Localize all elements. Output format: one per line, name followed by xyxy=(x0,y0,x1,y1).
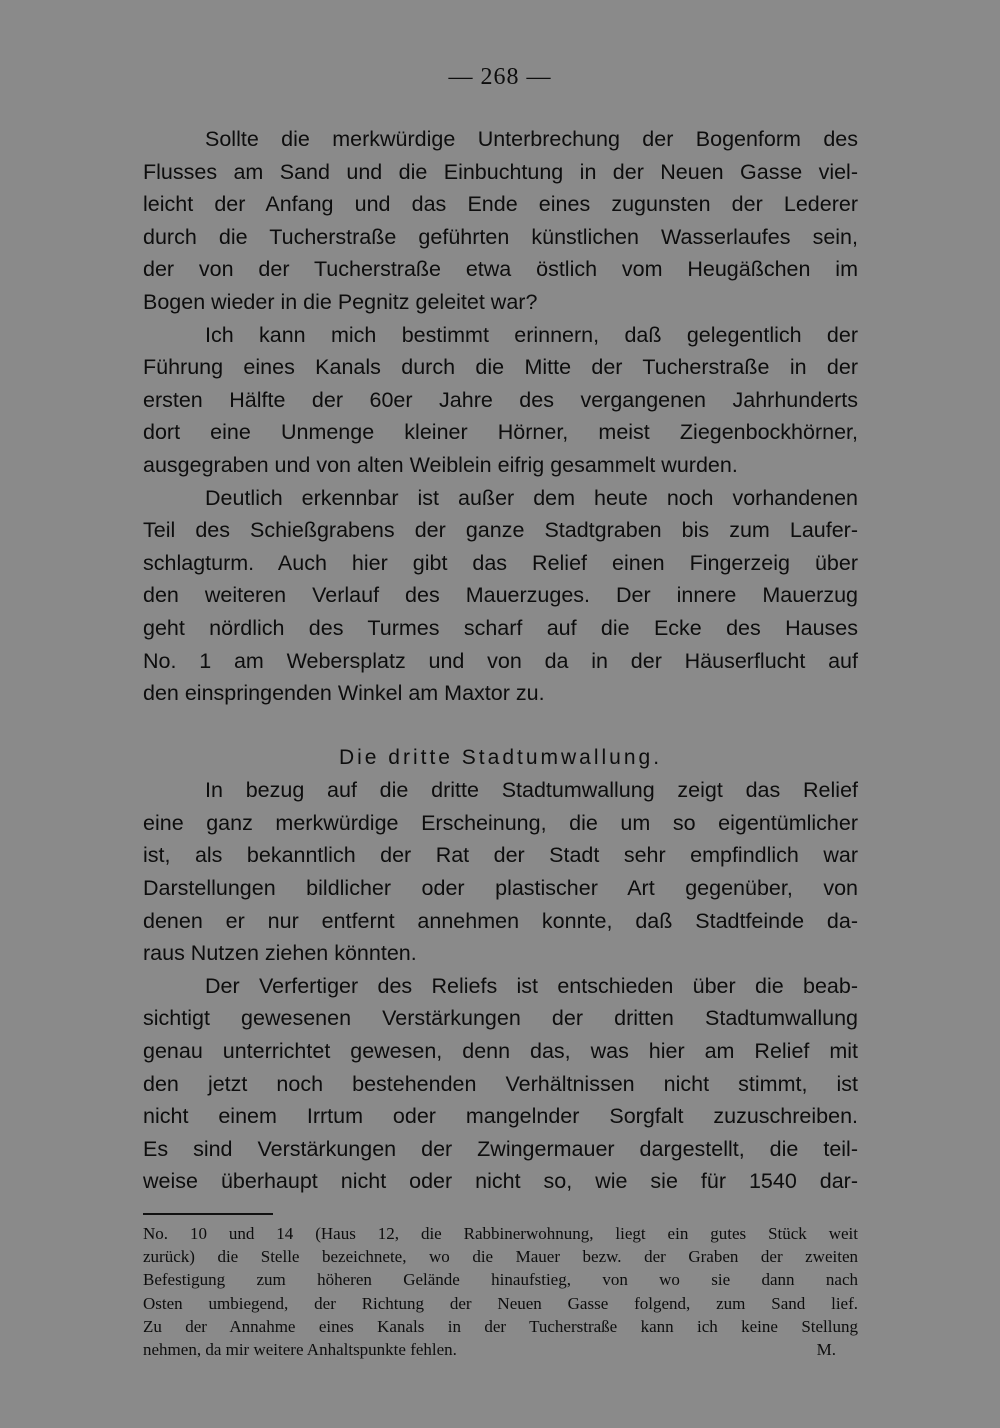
text-line: nicht einem Irrtum oder mangelnder Sorgfalt zuzuschreiben. xyxy=(143,1104,858,1129)
text-line: weise überhaupt nicht oder nicht so, wie sie für 1540 dar- xyxy=(143,1169,858,1194)
text-line: ausgegraben und von alten Weiblein eifrig gesammelt wurden. xyxy=(143,452,738,477)
section-heading: Die dritte Stadtumwallung. xyxy=(338,745,663,769)
text-line: No. 1 am Webersplatz und von da in der Häuserflucht auf xyxy=(143,648,858,673)
text-line: ersten Hälfte der 60er Jahre des vergangenen Jahrhunderts xyxy=(143,387,858,412)
paragraph xyxy=(143,774,858,970)
text-line: eine ganz merkwürdige Erscheinung, die um so eigentümlicher xyxy=(143,810,858,835)
text-line: denen er nur entfernt annehmen konnte, daß Stadtfeinde da- xyxy=(143,908,858,933)
text-line: leicht der Anfang und das Ende eines zugunsten der Lederer xyxy=(143,192,858,217)
text-line: Es sind Verstärkungen der Zwingermauer dargestellt, die teil- xyxy=(143,1136,858,1161)
footnote-line: Osten umbiegend, der Richtung der Neuen Gasse folgend, zum Sand lief. xyxy=(143,1293,858,1313)
text-line: sichtigt gewesenen Verstärkungen der dritten Stadtumwallung xyxy=(143,1006,858,1031)
text-line: der von der Tucherstraße etwa östlich vom Heugäßchen im xyxy=(143,257,858,282)
text-line: Teil des Schießgrabens der ganze Stadtgraben bis zum Laufer- xyxy=(143,518,858,543)
text-line: ist, als bekanntlich der Rat der Stadt sehr empfindlich war xyxy=(143,843,858,868)
text-line: durch die Tucherstraße geführten künstlichen Wasserlaufes sein, xyxy=(143,224,858,249)
page-number: — 268 — xyxy=(448,64,552,90)
paragraph xyxy=(143,319,858,482)
footnote-line: zurück) die Stelle bezeichnete, wo die Mauer bezw. der Graben der zweiten xyxy=(143,1247,858,1267)
paragraph xyxy=(143,970,858,1198)
text-line: Deutlich erkennbar ist außer dem heute noch vorhandenen xyxy=(205,485,858,510)
text-line: Bogen wieder in die Pegnitz geleitet war? xyxy=(143,289,538,314)
footnote-line: Zu der Annahme eines Kanals in der Tucherstraße kann ich keine Stellung xyxy=(143,1316,858,1336)
text-line: den weiteren Verlauf des Mauerzuges. Der innere Mauerzug xyxy=(143,583,858,608)
text-line: Der Verfertiger des Reliefs ist entschieden über die beab- xyxy=(205,973,858,998)
footnote xyxy=(143,1222,858,1361)
text-line: schlagturm. Auch hier gibt das Relief einen Fingerzeig über xyxy=(143,550,858,575)
text-line: In bezug auf die dritte Stadtumwallung zeigt das Relief xyxy=(205,778,858,803)
paragraph xyxy=(143,123,858,319)
footnote-line-text: nehmen, da mir weitere Anhaltspunkte fehlen. xyxy=(143,1339,457,1359)
footnote-line: No. 10 und 14 (Haus 12, die Rabbinerwohnung, liegt ein gutes Stück weit xyxy=(143,1224,858,1243)
text-line: den jetzt noch bestehenden Verhältnissen nicht stimmt, ist xyxy=(143,1071,858,1096)
main-text xyxy=(143,123,858,1198)
footnote-signature: M. xyxy=(816,1339,836,1359)
text-line: Ich kann mich bestimmt erinnern, daß gelegentlich der xyxy=(205,322,858,347)
text-line: Sollte die merkwürdige Unterbrechung der Bogenform des xyxy=(205,127,858,151)
text-line: genau unterrichtet gewesen, denn das, was hier am Relief mit xyxy=(143,1039,858,1064)
text-line: geht nördlich des Turmes scharf auf die Ecke des Hauses xyxy=(143,615,858,640)
text-line: Flusses am Sand und die Einbuchtung in der Neuen Gasse viel- xyxy=(143,159,858,184)
footnote-last-line xyxy=(143,1338,858,1361)
footnote-divider xyxy=(143,1213,273,1215)
paragraph xyxy=(143,482,858,710)
text-line: dort eine Unmenge kleiner Hörner, meist Ziegenbockhörner, xyxy=(143,420,858,445)
text-line: raus Nutzen ziehen könnten. xyxy=(143,941,417,966)
text-line: Darstellungen bildlicher oder plastischer Art gegenüber, von xyxy=(143,876,858,901)
text-line: den einspringenden Winkel am Maxtor zu. xyxy=(143,681,545,706)
footnote-line: Befestigung zum höheren Gelände hinaufstieg, von wo sie dann nach xyxy=(143,1270,858,1290)
text-line: Führung eines Kanals durch die Mitte der Tucherstraße in der xyxy=(143,355,858,380)
